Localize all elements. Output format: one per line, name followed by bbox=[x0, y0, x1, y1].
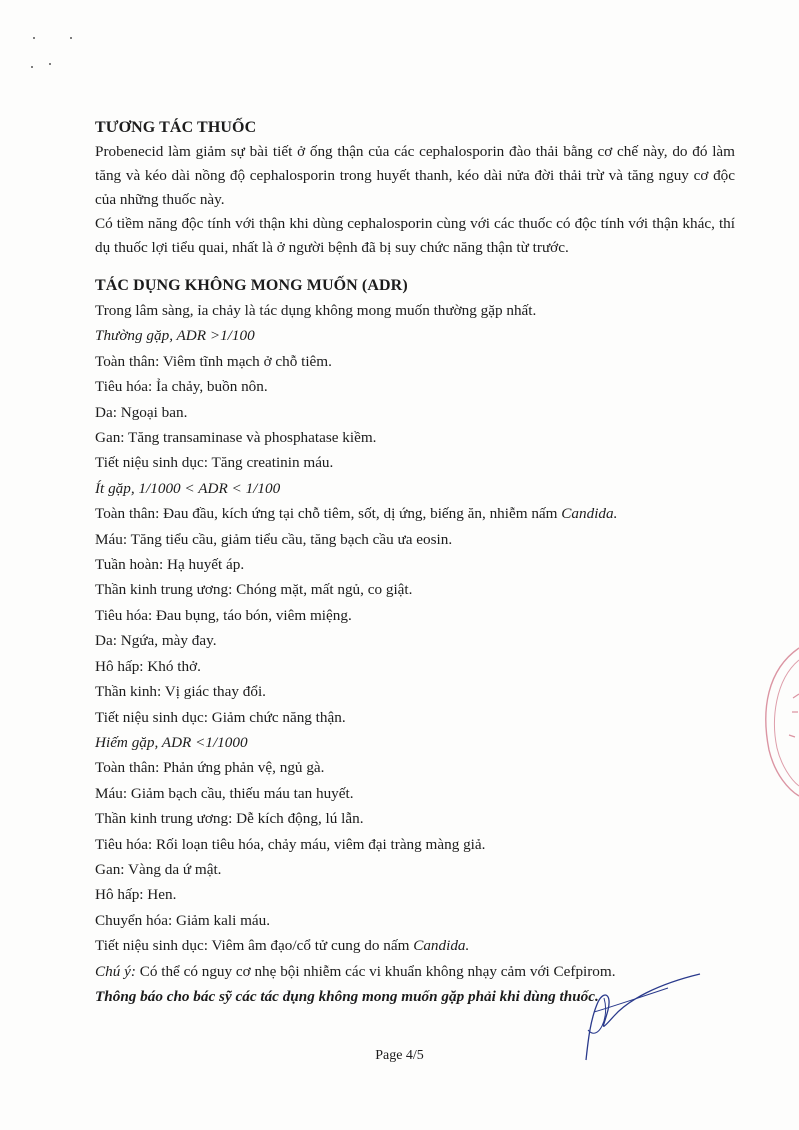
list-item: Thần kinh trung ương: Dễ kích động, lú lẫn. bbox=[95, 810, 364, 828]
list-item: Tiêu hóa: Đau bụng, táo bón, viêm miệng. bbox=[95, 606, 352, 624]
list-item: Tiết niệu sinh dục: Tăng creatinin máu. bbox=[95, 454, 334, 472]
list-item: Da: Ngoại ban. bbox=[95, 403, 188, 421]
list-item: Gan: Vàng da ứ mật. bbox=[95, 860, 222, 878]
list-item: Máu: Tăng tiểu cầu, giảm tiểu cầu, tăng bạch cầu ưa eosin. bbox=[95, 530, 453, 548]
scan-speck bbox=[70, 37, 72, 39]
list-item: Thần kinh trung ương: Chóng mặt, mất ngủ, co giật. bbox=[95, 581, 413, 599]
rare-subheading: Hiếm gặp, ADR <1/1000 bbox=[95, 733, 248, 751]
note-text: Có thể có nguy cơ nhẹ bội nhiễm các vi khuẩn không nhạy cảm với Cefpirom. bbox=[135, 962, 616, 980]
list-item bbox=[95, 933, 735, 958]
list-item: Máu: Giảm bạch cầu, thiếu máu tan huyết. bbox=[95, 784, 354, 802]
scan-speck bbox=[49, 63, 51, 65]
list-item: Hô hấp: Khó thở. bbox=[95, 657, 201, 675]
page-number: Page 4/5 bbox=[375, 1048, 424, 1063]
uncommon-adr-list bbox=[95, 527, 735, 730]
official-stamp-partial bbox=[759, 640, 799, 800]
common-adr-list bbox=[95, 349, 735, 476]
list-item: Thần kinh: Vị giác thay đổi. bbox=[95, 683, 266, 701]
section-heading-drug-interactions: TƯƠNG TÁC THUỐC bbox=[95, 119, 257, 136]
note-label: Chú ý: bbox=[95, 962, 136, 980]
list-item bbox=[95, 501, 735, 526]
interaction-paragraph-1: Probenecid làm giảm sự bài tiết ở ống thận của các cephalosporin đào thải bằng cơ chế này, do đó làm tăng và kéo dài nồng độ cephalosporin trong huyết thanh, kéo dài nửa đời thải trừ và tăng nguy cơ độc của những thuốc này. bbox=[95, 143, 735, 208]
list-item: Tiêu hóa: Rối loạn tiêu hóa, chảy máu, viêm đại tràng màng giả. bbox=[95, 835, 486, 853]
scan-speck bbox=[31, 66, 33, 68]
list-item: Tiêu hóa: Ỉa chảy, buồn nôn. bbox=[95, 378, 268, 396]
handwritten-signature bbox=[568, 972, 708, 1064]
list-item: Chuyển hóa: Giảm kali máu. bbox=[95, 911, 271, 929]
list-item: Tiết niệu sinh dục: Giảm chức năng thận. bbox=[95, 708, 346, 726]
common-subheading: Thường gặp, ADR >1/100 bbox=[95, 327, 255, 345]
adr-intro: Trong lâm sàng, ỉa chảy là tác dụng không mong muốn thường gặp nhất. bbox=[95, 302, 537, 319]
document-body bbox=[95, 116, 735, 1009]
section-heading-adr: TÁC DỤNG KHÔNG MONG MUỐN (ADR) bbox=[95, 277, 408, 294]
list-item: Tuần hoàn: Hạ huyết áp. bbox=[95, 556, 245, 574]
list-item: Toàn thân: Phản ứng phản vệ, ngủ gà. bbox=[95, 759, 325, 777]
organism-name: Candida. bbox=[561, 505, 618, 523]
list-item: Hô hấp: Hen. bbox=[95, 886, 177, 904]
doctor-warning: Thông báo cho bác sỹ các tác dụng không mong muốn gặp phải khi dùng thuốc. bbox=[95, 987, 599, 1005]
list-item: Toàn thân: Viêm tĩnh mạch ở chỗ tiêm. bbox=[95, 352, 332, 370]
scan-speck bbox=[33, 37, 35, 39]
uncommon-subheading: Ít gặp, 1/1000 < ADR < 1/100 bbox=[95, 479, 281, 497]
organism-name: Candida. bbox=[413, 937, 470, 955]
interaction-paragraph-2: Có tiềm năng độc tính với thận khi dùng cephalosporin cùng với các thuốc có độc tính với thận khác, thí dụ thuốc lợi tiểu quai, nhất là ở người bệnh đã bị suy chức năng thận từ trước. bbox=[95, 215, 735, 256]
list-item: Da: Ngứa, mày đay. bbox=[95, 632, 217, 650]
rare-adr-list bbox=[95, 755, 735, 933]
list-item-text: Tiết niệu sinh dục: Viêm âm đạo/cổ tử cung do nấm bbox=[95, 937, 414, 955]
list-item-text: Toàn thân: Đau đầu, kích ứng tại chỗ tiêm, sốt, dị ứng, biếng ăn, nhiễm nấm bbox=[95, 505, 562, 523]
list-item: Gan: Tăng transaminase và phosphatase kiềm. bbox=[95, 429, 377, 447]
